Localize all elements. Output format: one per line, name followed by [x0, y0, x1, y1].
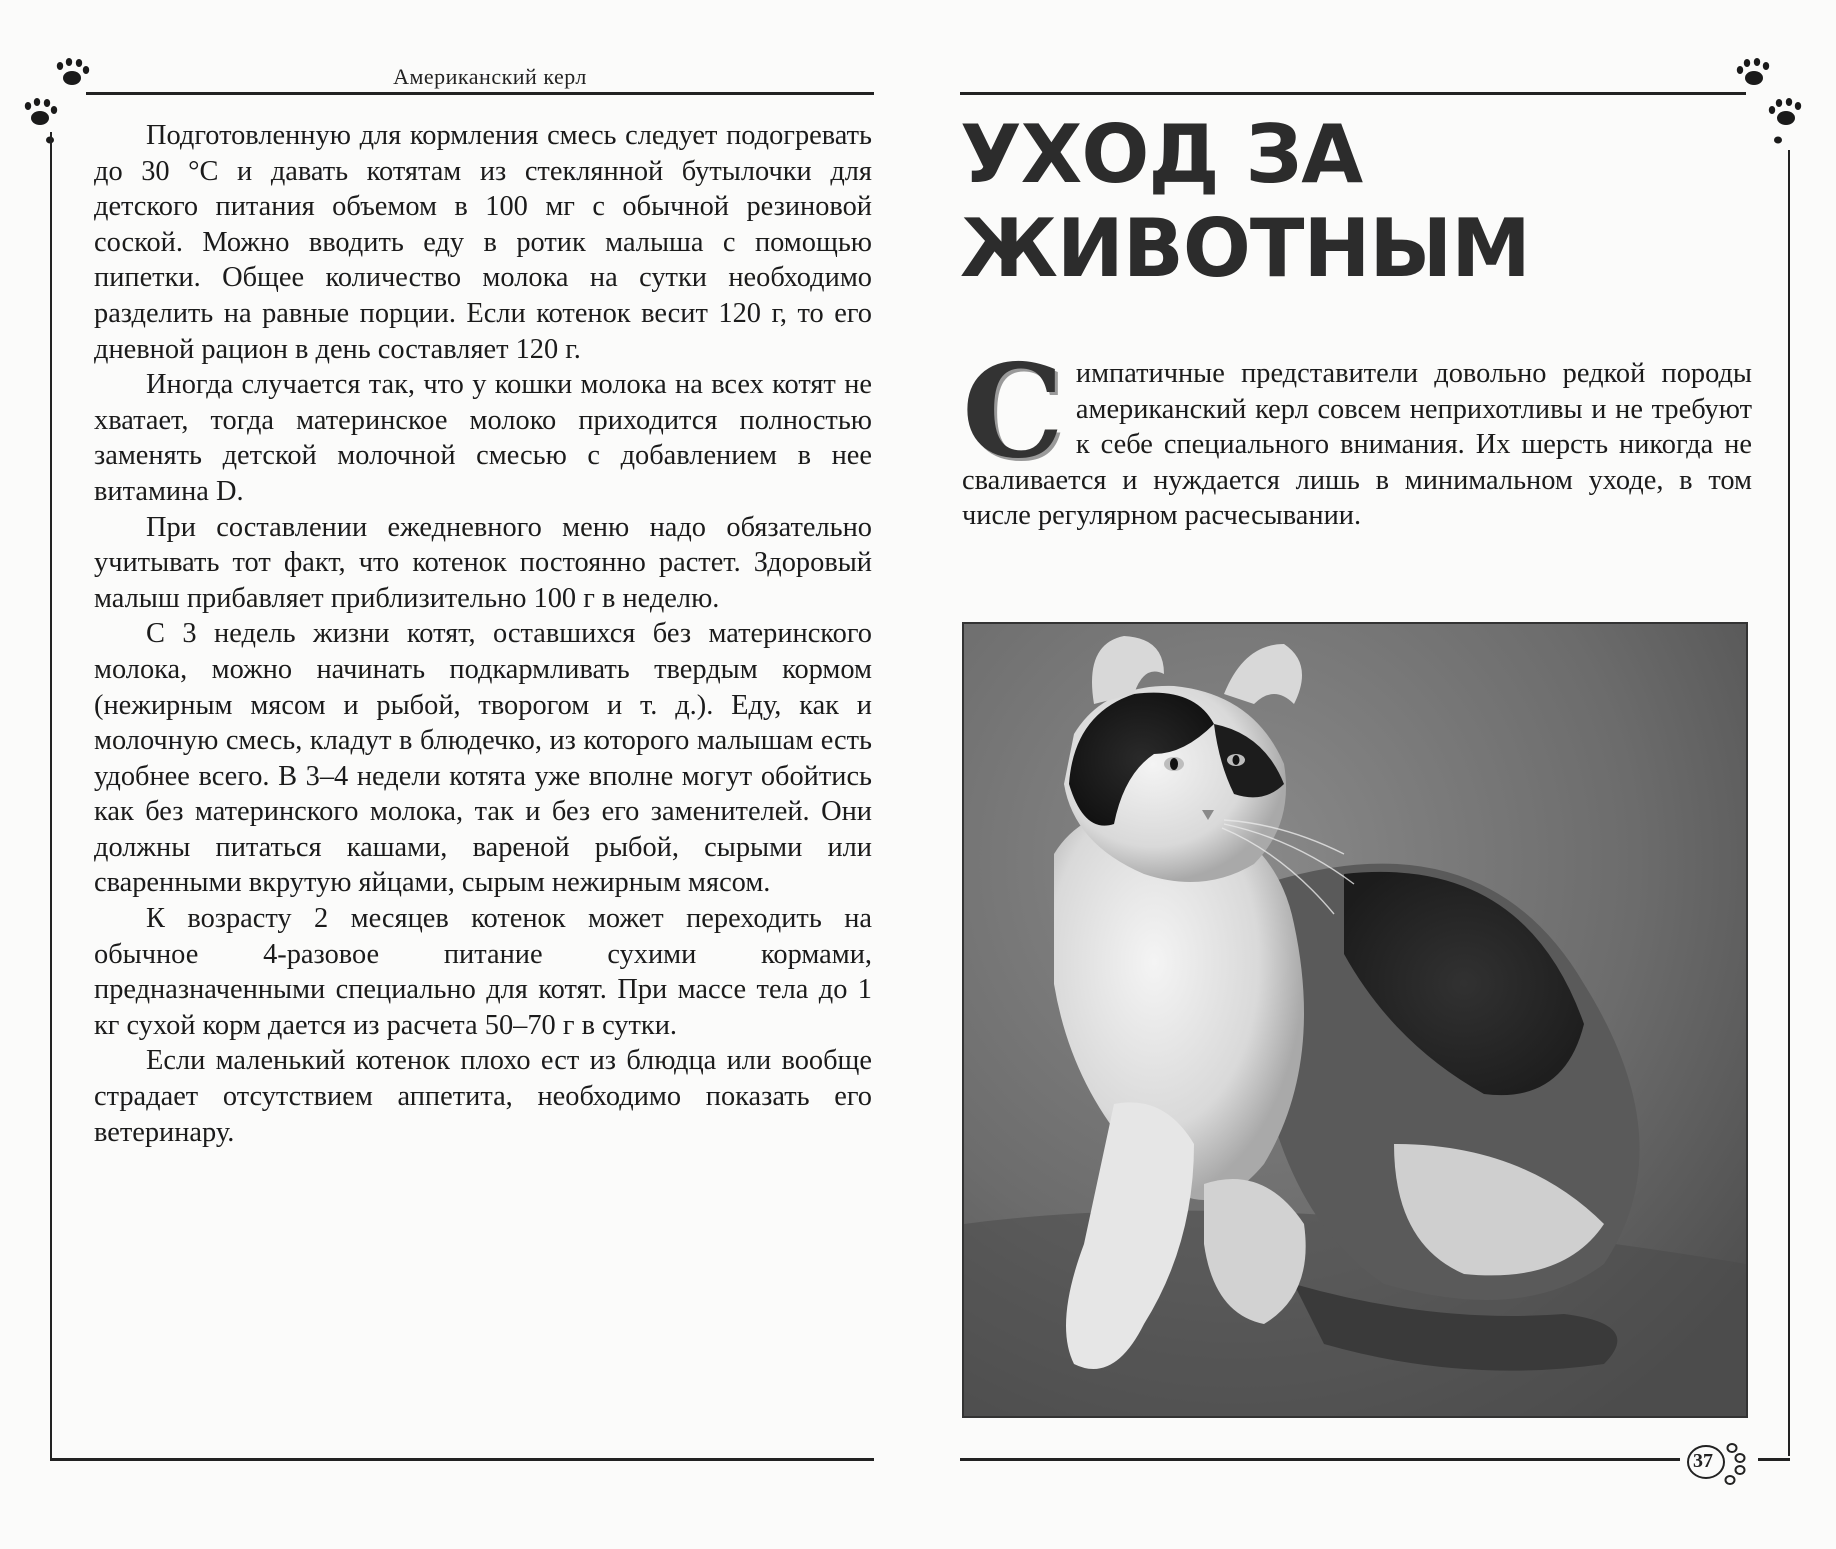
intro-text: импатичные представители довольно редкой породы американский керл совсем неприхотливы и не требуют к себе специального внимания. Их шерсть никогда не сваливается и нуждается лишь в минимальном уходе, в том числе регулярном расчесывании.	[962, 358, 1752, 532]
running-head: Американский керл	[393, 64, 587, 89]
right-frame-line	[1788, 150, 1790, 1456]
bottom-rule-end	[1758, 1458, 1790, 1461]
paragraph: Подготовленную для кормления смесь следует подогревать до 30 °С и давать котятам из стеклянной бутылочки для детского питания объемом в 100 мг с обычной резиновой соской. Можно вводить еду в ротик малыша с помощью пипетки. Общее количество молока на сутки необходимо разделить на равные порции. Если котенок весит 120 г, то его дневной рацион в день составляет 120 г.	[94, 120, 872, 365]
paragraph: С 3 недель жизни котят, оставшихся без материнского молока, можно начинать подкармливать твердым кормом (нежирным мясом и рыбой, творогом и т. д.). Еду, как и молочную смесь, кладут в блюдечко, из которого малышам есть удобнее всего. В 3–4 недели котята уже вполне могут обойтись как без материнского молока, так и без его заменителей. Они должны питаться кашами, вареной рыбой, сырыми или сваренными вкрутую яйцами, сырым нежирным мясом.	[94, 618, 872, 899]
cat-photo	[962, 622, 1748, 1418]
paragraph: При составлении ежедневного меню надо обязательно учитывать тот факт, что котенок постоянно растет. Здоровый малыш прибавляет приблизительно 100 г в неделю.	[94, 511, 872, 614]
top-rule	[86, 92, 874, 95]
top-rule	[960, 92, 1746, 95]
left-frame-line	[50, 132, 52, 1458]
drop-cap: С	[962, 337, 1064, 487]
chapter-title	[960, 108, 1760, 296]
title-line: УХОД ЗА	[960, 108, 1363, 201]
intro-paragraph	[962, 337, 1752, 534]
paragraph: Если маленький котенок плохо ест из блюдца или вообще страдает отсутствием аппетита, необходимо показать его ветеринару.	[94, 1045, 872, 1148]
paragraph: Иногда случается так, что у кошки молока на всех котят не хватает, тогда материнское молоко приходится полностью заменять детской молочной смесью с добавлением в нее витамина D.	[94, 369, 872, 507]
body-text	[94, 118, 872, 1150]
bottom-rule	[960, 1458, 1680, 1461]
page-number: 37	[1693, 1450, 1713, 1472]
bottom-rule	[50, 1458, 874, 1461]
paragraph: К возрасту 2 месяцев котенок может переходить на обычное 4-разовое питание сухими кормами, предназначенными специально для котят. При массе тела до 1 кг сухой корм дается из расчета 50–70 г в сутки.	[94, 903, 872, 1041]
title-line: ЖИВОТНЫМ	[960, 202, 1530, 295]
right-page	[918, 0, 1836, 1549]
cat-illustration	[964, 624, 1746, 1416]
